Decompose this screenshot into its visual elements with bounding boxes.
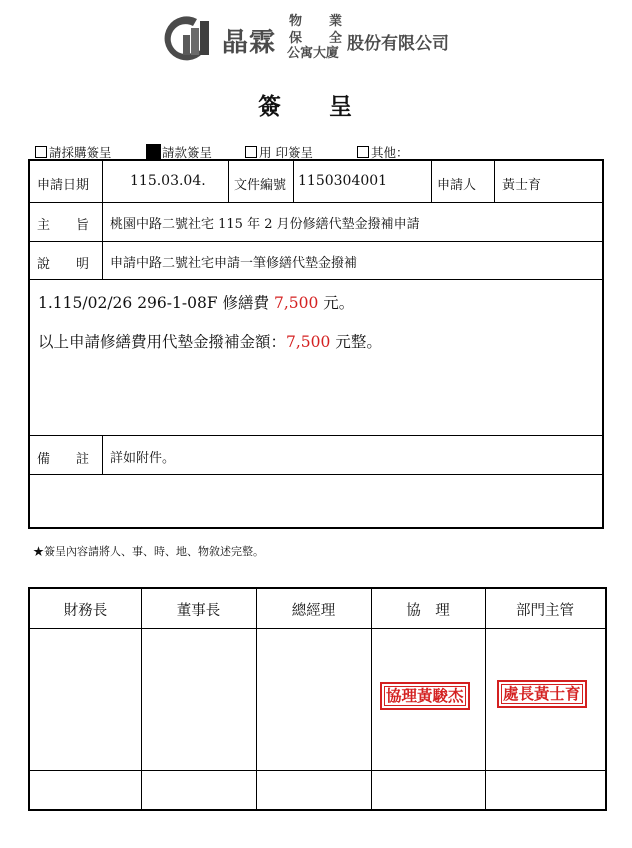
form-type-label: 其他：	[371, 145, 409, 160]
request-form-table	[28, 159, 604, 529]
service-text: 公寓大廈	[287, 46, 340, 61]
approval-stamp: 協理黃駿杰	[380, 682, 470, 710]
instruction-note: ★簽呈內容請將人、事、時、地、物敘述完整。	[33, 545, 264, 558]
service-text: 業	[329, 14, 343, 29]
amount-value: 7,500	[273, 294, 319, 312]
doc-no-label: 文件編號	[234, 178, 287, 193]
remark-label: 備 註	[37, 452, 90, 467]
checkbox-icon[interactable]	[357, 146, 369, 158]
company-name: 晶霖	[222, 28, 277, 58]
service-text: 物	[289, 14, 303, 29]
doc-no-value: 1150304001	[298, 173, 388, 189]
document-title: 簽呈	[258, 93, 400, 120]
form-type-label: 請款簽呈	[162, 145, 213, 160]
form-type-label: 請採購簽呈	[49, 145, 112, 160]
approval-signature-table	[28, 587, 607, 811]
applicant-value: 黃士育	[502, 178, 542, 193]
header-cfo: 財務長	[63, 603, 108, 619]
description-value: 申請中路二號社宅申請一筆修繕代墊金撥補	[110, 256, 358, 271]
remark-value: 詳如附件。	[110, 451, 176, 466]
header-assistant-manager: 協 理	[406, 603, 450, 619]
description-label: 說 明	[37, 257, 90, 272]
header-chairman: 董事長	[176, 603, 221, 619]
subject-value: 桃園中路二號社宅 115 年 2 月份修繕代墊金撥補申請	[110, 217, 420, 232]
date-value: 115.03.04.	[130, 173, 206, 189]
body-line-2: 以上申請修繕費用代墊金撥補金額：7,500 元整。	[38, 333, 382, 351]
service-text: 保	[289, 31, 303, 46]
applicant-label: 申請人	[437, 178, 477, 193]
header-general-manager: 總經理	[291, 603, 336, 619]
company-logo-icon	[163, 13, 213, 63]
form-type-label: 用 印簽呈	[259, 145, 313, 160]
service-text: 全	[329, 31, 343, 46]
company-suffix: 股份有限公司	[347, 34, 449, 54]
body-line-1: 1.115/02/26 296-1-08F 修繕費 7,500 元。	[38, 294, 355, 312]
checkbox-icon[interactable]	[245, 146, 257, 158]
date-label: 申請日期	[37, 178, 90, 193]
approval-stamp: 處長黃士育	[497, 680, 587, 708]
checked-checkbox-icon[interactable]	[146, 144, 161, 161]
subject-label: 主 旨	[37, 218, 90, 233]
checkbox-icon[interactable]	[35, 146, 47, 158]
header-department-head: 部門主管	[516, 603, 574, 619]
total-amount-value: 7,500	[286, 333, 331, 351]
